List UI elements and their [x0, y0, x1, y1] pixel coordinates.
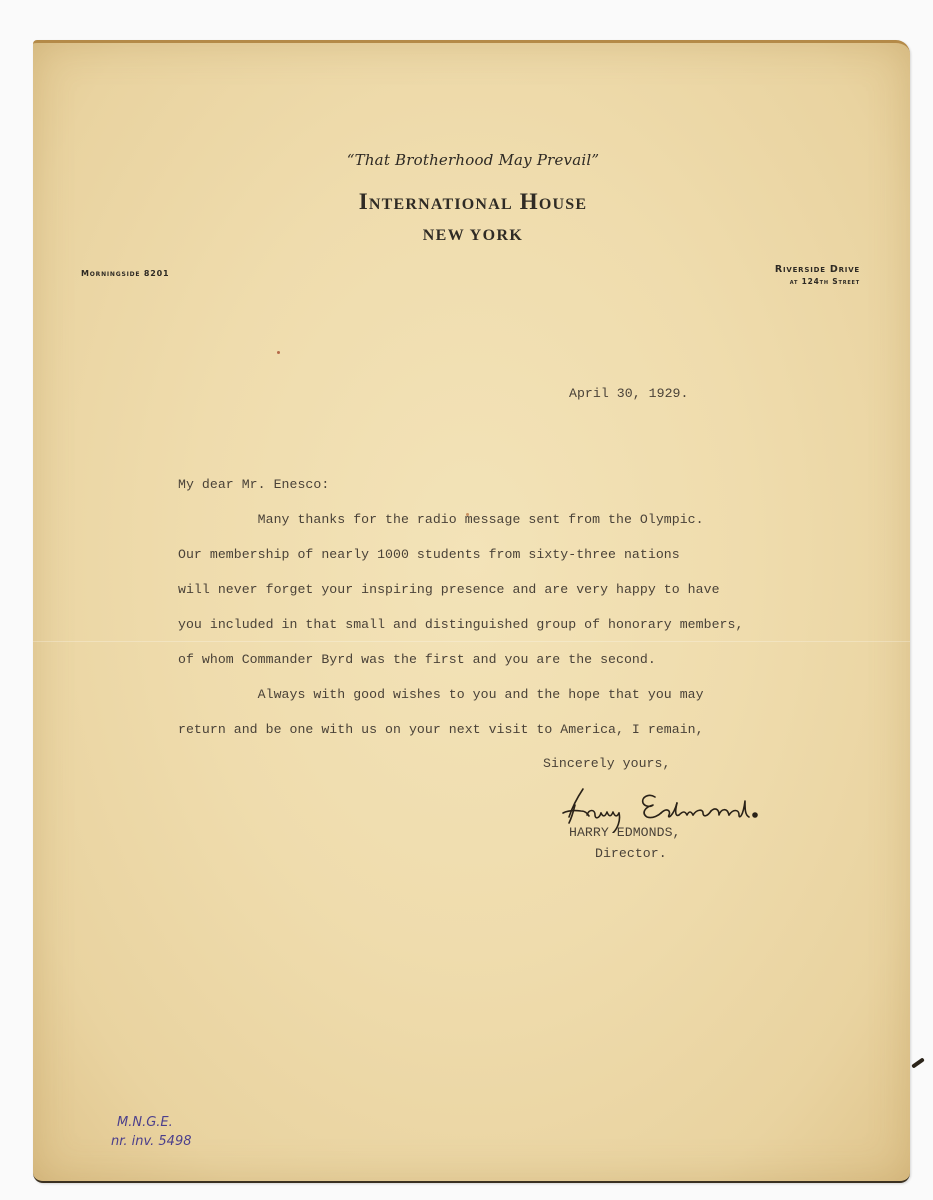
signer-title: Director. [595, 846, 667, 861]
body-line: of whom Commander Byrd was the first and you are the second. [178, 652, 656, 667]
letter-page [33, 40, 910, 1183]
body-line: will never forget your inspiring presence and are very happy to have [178, 582, 720, 597]
archive-inventory-note [111, 1113, 192, 1151]
letterhead-address [775, 264, 860, 286]
archive-note-line-2: nr. inv. 5498 [111, 1134, 192, 1149]
body-line: Always with good wishes to you and the hope that you may [178, 687, 704, 702]
body-line: Many thanks for the radio message sent from the Olympic. [178, 512, 704, 527]
body-line: return and be one with us on your next visit to America, I remain, [178, 722, 704, 737]
body-line: you included in that small and distinguished group of honorary members, [178, 617, 744, 632]
address-line-1: Riverside Drive [774, 264, 860, 275]
fold-line [33, 641, 910, 642]
address-line-2: at 124th Street [789, 277, 860, 286]
letterhead-city: NEW YORK [422, 227, 524, 244]
letter-closing: Sincerely yours, [543, 756, 671, 771]
letterhead-motto: “That Brotherhood May Prevail” [346, 151, 600, 169]
letter-salutation: My dear Mr. Enesco: [178, 477, 330, 492]
letterhead-organization: International House [358, 189, 588, 214]
letter-date: April 30, 1929. [569, 386, 689, 401]
letterhead-phone: Morningside 8201 [81, 269, 170, 278]
signer-name: HARRY EDMONDS, [569, 825, 681, 840]
body-line: Our membership of nearly 1000 students from sixty-three nations [178, 547, 680, 562]
tear-mark [911, 1057, 925, 1068]
paper-spot [277, 351, 280, 354]
archive-note-line-1: M.N.G.E. [117, 1115, 173, 1130]
